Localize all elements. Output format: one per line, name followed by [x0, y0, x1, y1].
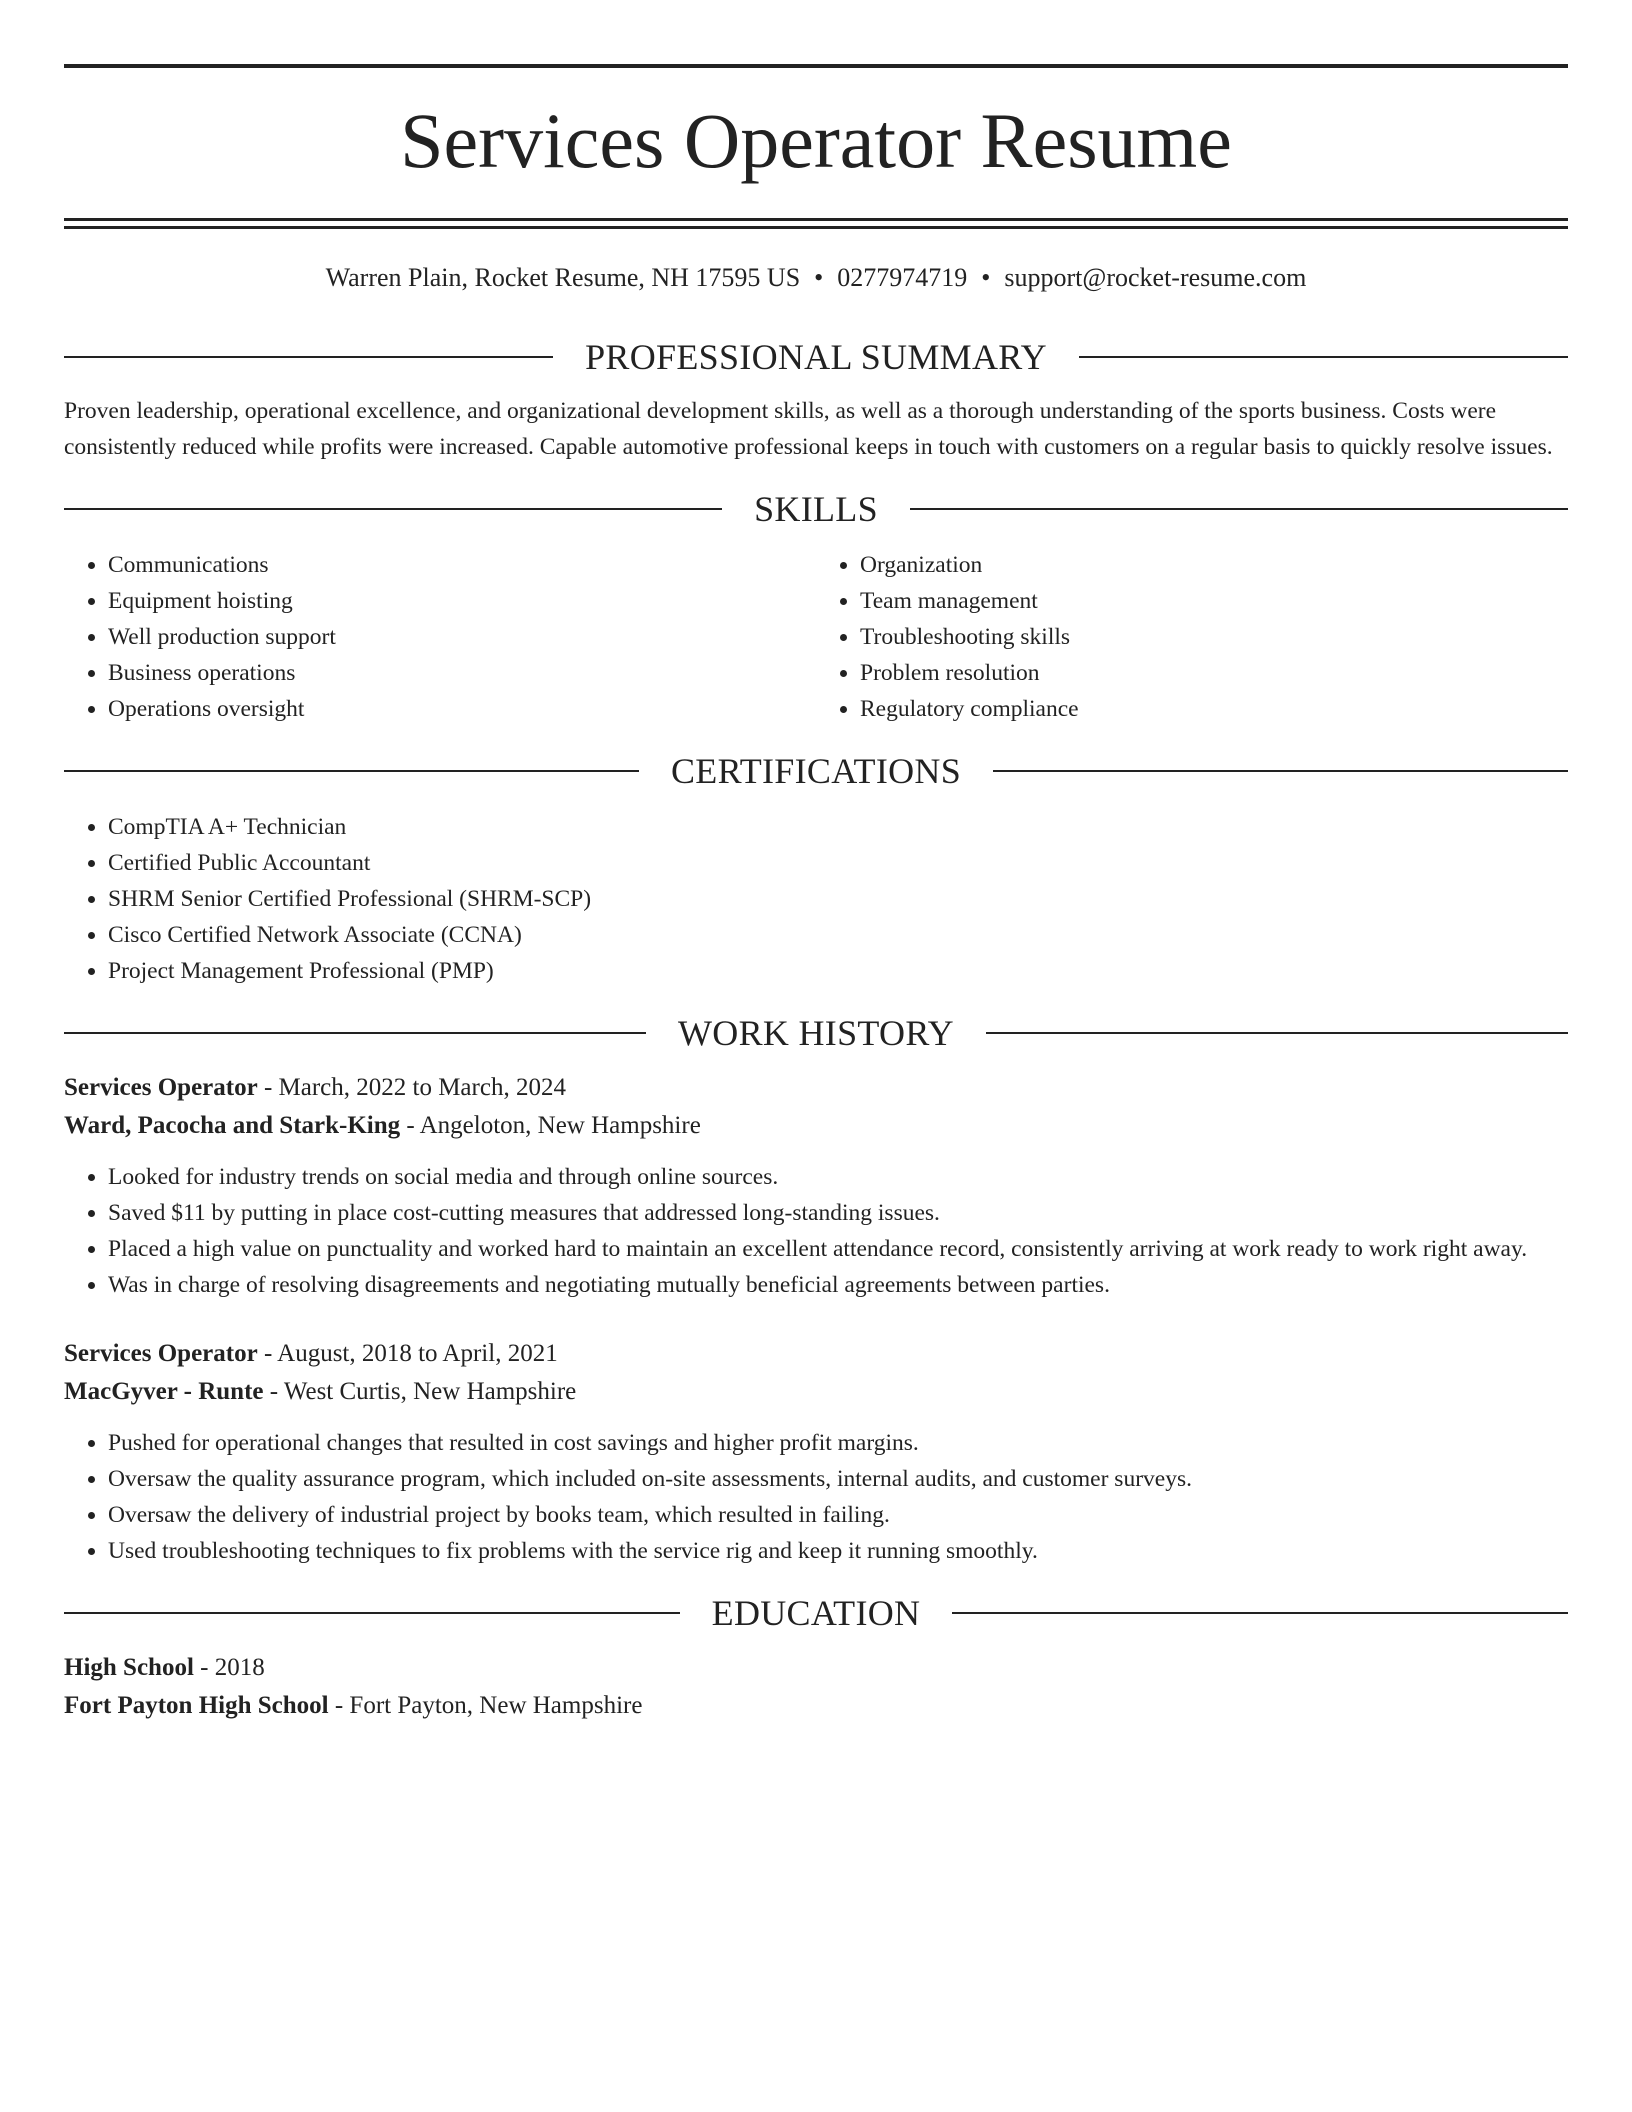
skill-item: • Team management [860, 583, 1568, 619]
section-title: WORK HISTORY [678, 1013, 954, 1053]
section-rule [1079, 356, 1568, 358]
contact-line [64, 263, 1568, 295]
job-location: - Angeloton, New Hampshire [400, 1112, 701, 1139]
job-role: Services Operator [64, 1340, 258, 1367]
contact-address: Warren Plain, Rocket Resume, NH 17595 US [325, 263, 801, 292]
contact-separator: • [981, 263, 991, 292]
job-bullet: • Pushed for operational changes that resulted in cost savings and higher profit margins. [108, 1425, 1568, 1461]
certification-item: • Certified Public Accountant [108, 845, 1568, 881]
skills-column-right [816, 547, 1568, 727]
skill-item: • Business operations [108, 655, 816, 691]
certification-item: • Cisco Certified Network Associate (CCNA) [108, 917, 1568, 953]
section-title: PROFESSIONAL SUMMARY [585, 337, 1047, 377]
top-rule [64, 64, 1568, 68]
job-title-line [64, 1335, 1568, 1373]
skill-item: • Communications [108, 547, 816, 583]
section-header-summary [64, 335, 1568, 379]
resume-page [64, 64, 1568, 1725]
skill-item: • Organization [860, 547, 1568, 583]
skill-item: • Regulatory compliance [860, 691, 1568, 727]
job-bullet: • Placed a high value on punctuality and worked hard to maintain an excellent attendance record, consistently arriving at work ready to work right away. [108, 1231, 1568, 1267]
section-rule [64, 508, 722, 510]
certifications-list [64, 809, 1568, 989]
resume-title: Services Operator Resume [400, 97, 1232, 184]
job-bullet: • Used troubleshooting techniques to fix problems with the service rig and keep it running smoothly. [108, 1533, 1568, 1569]
job-dates: - March, 2022 to March, 2024 [257, 1074, 566, 1101]
job-bullet: • Looked for industry trends on social media and through online sources. [108, 1159, 1568, 1195]
section-header-skills [64, 487, 1568, 531]
skills-list [64, 547, 1568, 727]
section-title: SKILLS [754, 489, 878, 529]
education-school-line [64, 1687, 1568, 1725]
section-title: CERTIFICATIONS [670, 751, 962, 791]
job-entry [64, 1069, 1568, 1303]
title-double-rule [64, 218, 1568, 229]
section-rule [64, 770, 639, 772]
job-role: Services Operator [64, 1074, 258, 1101]
section-rule [64, 356, 553, 358]
education-degree: High School [64, 1654, 194, 1681]
job-bullet: • Oversaw the quality assurance program, which included on-site assessments, internal audits, and customer surveys. [108, 1461, 1568, 1497]
skill-item: • Well production support [108, 619, 816, 655]
job-bullet: • Oversaw the delivery of industrial project by books team, which resulted in failing. [108, 1497, 1568, 1533]
job-entry [64, 1335, 1568, 1569]
section-rule [952, 1612, 1568, 1614]
skill-item: • Operations oversight [108, 691, 816, 727]
section-title: EDUCATION [711, 1593, 921, 1633]
contact-separator: • [814, 263, 824, 292]
contact-email: support@rocket-resume.com [1004, 263, 1307, 292]
skill-item: • Equipment hoisting [108, 583, 816, 619]
section-header-certifications [64, 749, 1568, 793]
job-bullet: • Saved $11 by putting in place cost-cutting measures that addressed long-standing issues. [108, 1195, 1568, 1231]
education-degree-line [64, 1649, 1568, 1687]
job-company-line [64, 1373, 1568, 1411]
certification-item: • Project Management Professional (PMP) [108, 953, 1568, 989]
section-rule [993, 770, 1568, 772]
contact-phone: 0277974719 [837, 263, 968, 292]
job-location: - West Curtis, New Hampshire [263, 1378, 577, 1405]
job-company-line [64, 1107, 1568, 1145]
skill-item: • Problem resolution [860, 655, 1568, 691]
certification-item: • SHRM Senior Certified Professional (SHRM-SCP) [108, 881, 1568, 917]
certification-item: • CompTIA A+ Technician [108, 809, 1568, 845]
job-dates: - August, 2018 to April, 2021 [257, 1340, 558, 1367]
job-company: Ward, Pacocha and Stark-King [64, 1112, 401, 1139]
skills-column-left [64, 547, 816, 727]
education-year: - 2018 [193, 1654, 265, 1681]
section-header-education [64, 1591, 1568, 1635]
job-company: MacGyver - Runte [64, 1378, 264, 1405]
section-rule [64, 1032, 646, 1034]
skill-item: • Troubleshooting skills [860, 619, 1568, 655]
section-rule [986, 1032, 1568, 1034]
job-bullet: • Was in charge of resolving disagreements and negotiating mutually beneficial agreements between parties. [108, 1267, 1568, 1303]
summary-text: Proven leadership, operational excellence, and organizational development skills, as well as a thorough understanding of the sports business. Costs were consistently reduced while profits were increased. Capable automotive professional keeps in touch with customers on a regular basis to quickly resolve issues. [64, 398, 1553, 460]
section-rule [64, 1612, 680, 1614]
job-bullets [64, 1425, 1568, 1569]
education-school: Fort Payton High School [64, 1692, 329, 1719]
job-bullets [64, 1159, 1568, 1303]
section-header-work-history [64, 1011, 1568, 1055]
education-location: - Fort Payton, New Hampshire [328, 1692, 643, 1719]
education-entry [64, 1649, 1568, 1725]
section-rule [910, 508, 1568, 510]
job-title-line [64, 1069, 1568, 1107]
